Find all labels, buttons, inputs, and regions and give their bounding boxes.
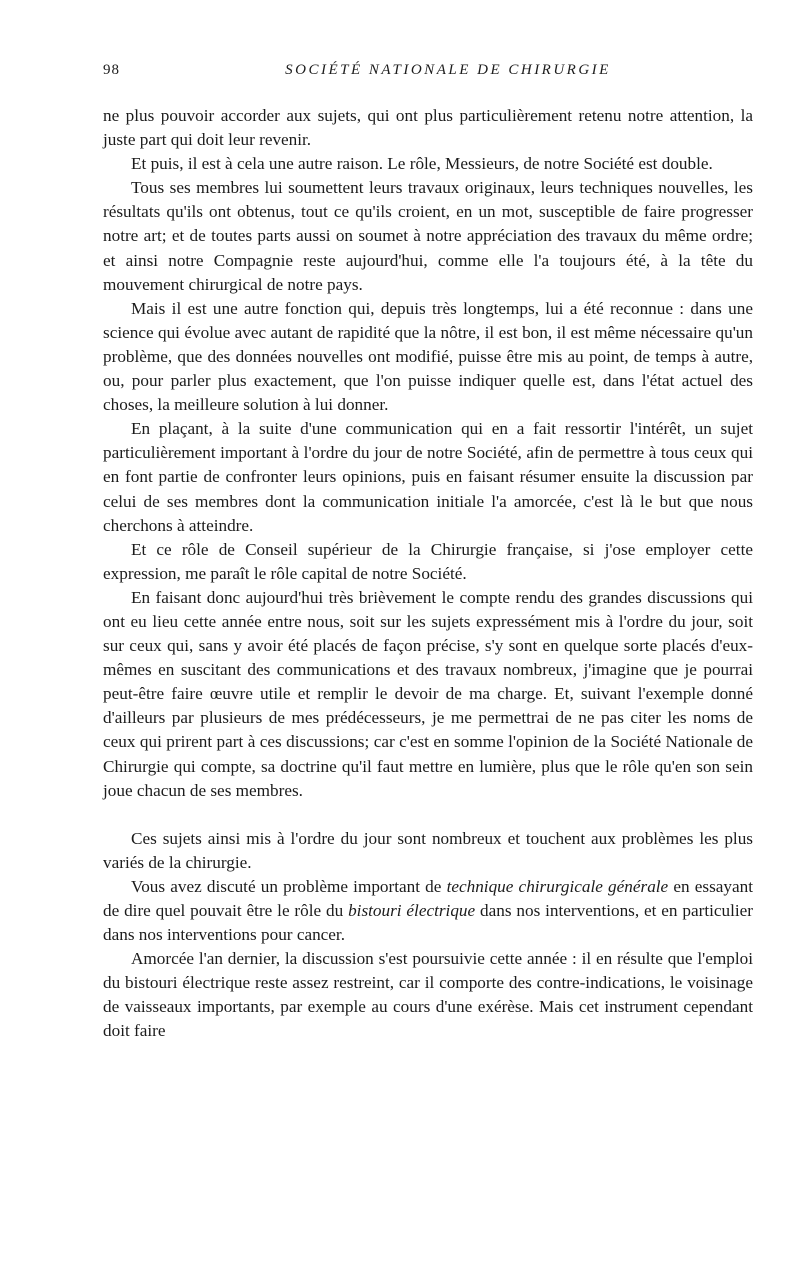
paragraph: ne plus pouvoir accorder aux sujets, qui ont plus particulièrement retenu notre attention, la juste part qui doit leur revenir. bbox=[103, 106, 753, 150]
paragraph: En plaçant, à la suite d'une communication qui en a fait ressortir l'intérêt, un sujet particulièrement important à l'ordre du jour de notre Société, afin de permettre à tous ceux qui en font partie de confronter leurs opinions, puis en faisant résumer ensuite la discussion par celui de ses membres dont la communication initiale l'a amorcée, c'est là le but que nous cherchons à atteindre. bbox=[103, 419, 753, 535]
page-number: 98 bbox=[103, 62, 120, 78]
text-run: en essayant de dire quel pouvait être le rôle du bbox=[103, 876, 753, 920]
paragraph: Et puis, il est à cela une autre raison. Le rôle, Messieurs, de notre Société est double. bbox=[131, 154, 713, 174]
running-head: SOCIÉTÉ NATIONALE DE CHIRURGIE bbox=[285, 62, 611, 78]
body-text bbox=[103, 104, 753, 1044]
italic-term: bistouri électrique bbox=[348, 901, 476, 920]
paragraph: En faisant donc aujourd'hui très brièvement le compte rendu des grandes discussions qui ont eu lieu cette année entre nous, soit sur les sujets expressément mis à l'ordre du jour, soit sur ceux qui, sans y avoir été placés de façon précise, s'y sont en quelque sorte placés d'eux-mêmes en suscitant des communications et des travaux nombreux, j'imagine que je pourrai peut-être faire œuvre utile et remplir le devoir de ma charge. Et, suivant l'exemple donné d'ailleurs par plusieurs de mes prédécesseurs, je me permettrai de ne pas citer les noms de ceux qui prirent part à ces discussions; car c'est en somme l'opinion de la Société Nationale de Chirurgie qui compte, sa doctrine qu'il faut mettre en lumière, plus que le rôle qu'en son sein joue chacun de ses membres. bbox=[103, 587, 753, 800]
italic-term: technique chirurgicale générale bbox=[446, 876, 669, 896]
paragraph: Tous ses membres lui soumettent leurs travaux originaux, leurs techniques nouvelles, les résultats qu'ils ont obtenus, tout ce qu'ils croient, en un mot, susceptible de faire progresser notre art; et de toutes parts aussi on soumet à notre appréciation des travaux du même ordre; et ainsi notre Compagnie reste aujourd'hui, comme elle l'a toujours été, à la tête du mouvement chirurgical de notre pays. bbox=[103, 178, 753, 294]
text-run: dans nos interventions, et en particulier dans nos interventions pour cancer. bbox=[103, 901, 754, 945]
paragraph-bistouri bbox=[103, 875, 753, 947]
paragraph: Mais il est une autre fonction qui, depuis très longtemps, lui a été reconnue : dans une science qui évolue avec autant de rapidité que la nôtre, il est bon, il est même nécessaire qu'un problème, que des données nouvelles ont modifié, puisse être mis au point, de temps à autre, ou, pour parler plus exactement, que l'on puisse indiquer quelle est, dans l'état actuel des choses, la meilleure solution à lui donner. bbox=[103, 298, 753, 415]
text-run: Vous avez discuté un problème important de bbox=[131, 876, 447, 896]
paragraph: Ces sujets ainsi mis à l'ordre du jour sont nombreux et touchent aux problèmes les plus variés de la chirurgie. bbox=[103, 828, 753, 872]
paragraph: Amorcée l'an dernier, la discussion s'est poursuivie cette année : il en résulte que l'emploi du bistouri électrique reste assez restreint, car il comporte des contre-indications, le voisinage de vaisseaux importants, par exemple au cours d'une exérèse. Mais cet instrument cependant doit faire bbox=[103, 949, 753, 1041]
paragraph: Et ce rôle de Conseil supérieur de la Chirurgie française, si j'ose employer cette expression, me paraît le rôle capital de notre Société. bbox=[103, 539, 753, 583]
page-header bbox=[103, 62, 753, 86]
